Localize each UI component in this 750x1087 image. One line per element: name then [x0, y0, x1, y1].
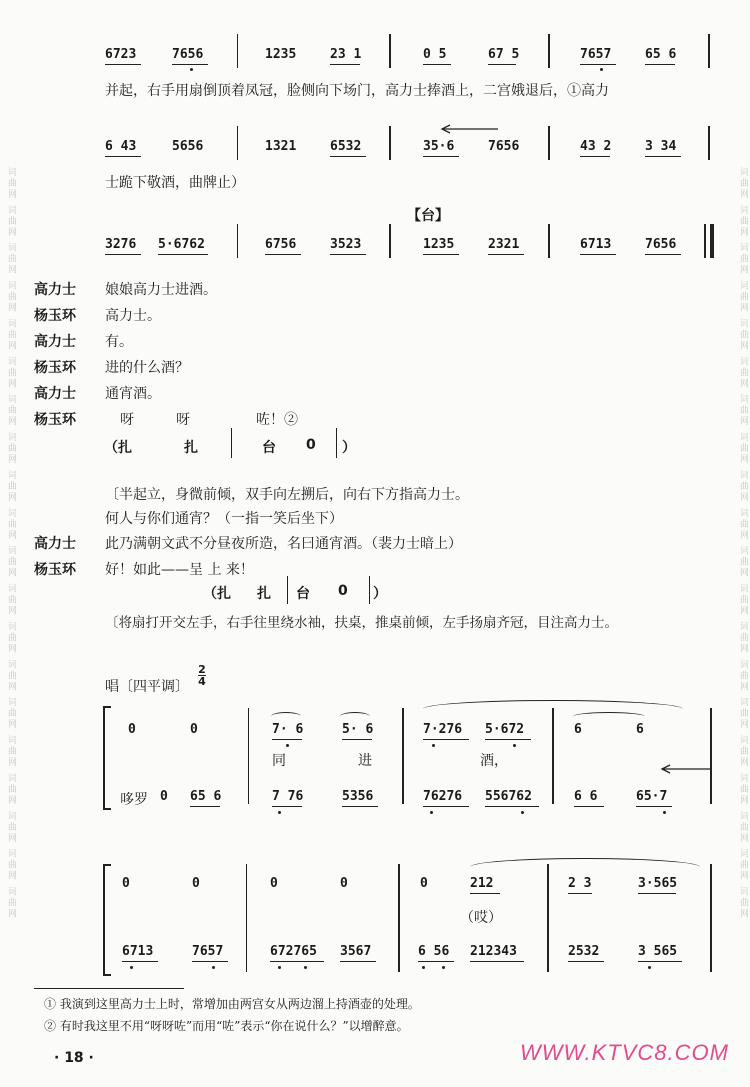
footnote: ② 有时我这里不用“呀呀咗”而用“咗”表示“你在说什么？”以增醉意。 [44, 1019, 409, 1033]
score-cell: 3 34 [645, 139, 677, 154]
dialogue-line: 通宵酒。 [105, 386, 161, 402]
speaker: 杨玉环 [34, 308, 76, 324]
underline [636, 806, 672, 807]
accomp-note: 0 [160, 789, 168, 804]
score-cell: 6723 [105, 47, 137, 62]
tie [573, 712, 645, 721]
underline [272, 806, 302, 807]
voice-note: 3·565 [638, 876, 678, 891]
score-cell: 1321 [265, 139, 297, 154]
underline [172, 64, 208, 65]
barline [237, 224, 238, 258]
speaker: 杨玉环 [34, 412, 76, 428]
barline [389, 126, 391, 160]
slur [340, 712, 370, 721]
barline [287, 576, 288, 604]
dialogue-line: 有。 [105, 334, 133, 350]
underline [105, 254, 141, 255]
low-dot [190, 68, 193, 71]
percussion: （扎 [203, 586, 231, 602]
accomp-note: 3567 [340, 944, 372, 959]
underline [488, 254, 524, 255]
percussion: 台 [262, 440, 276, 456]
score-cell: 1235 [265, 47, 297, 62]
low-dot [663, 811, 666, 814]
dialogue-line: 高力士。 [105, 308, 161, 324]
exclamation: 咗！② [256, 412, 298, 428]
underline [418, 961, 454, 962]
speaker: 杨玉环 [34, 360, 76, 376]
percussion: 扎 [257, 586, 271, 602]
score-cell: 2321 [488, 237, 520, 252]
barline [336, 428, 337, 458]
stage-direction: 〔将扇打开交左手，右手往里绕水袖，扶桌，推桌前倾，左手扬扇齐冠，目注高力士。 [105, 615, 618, 631]
slur [271, 712, 301, 721]
percussion: ） [342, 440, 356, 456]
underline [105, 156, 141, 157]
low-dot [442, 966, 445, 969]
stage-direction: 何人与你们通宵？（一指一笑后坐下） [105, 511, 343, 527]
phrase-slur [470, 858, 700, 867]
score-cell: 5·6762 [158, 237, 205, 252]
score-cell: 1235 [423, 237, 455, 252]
barline [708, 34, 710, 68]
stage-direction: 士跪下敬酒，曲牌止） [105, 175, 245, 191]
underline [105, 64, 141, 65]
underline [645, 254, 681, 255]
accomp-note: 212343 [470, 944, 517, 959]
barline [547, 864, 549, 972]
page-number: · 18 · [54, 1050, 94, 1066]
voice-note: 5· 6 [342, 722, 374, 737]
underline [122, 961, 158, 962]
score-cell: 3276 [105, 237, 137, 252]
score-cell: 3523 [330, 237, 362, 252]
low-dot [212, 966, 215, 969]
voice-note: 5·672 [485, 722, 525, 737]
score-cell: 6756 [265, 237, 297, 252]
low-dot [130, 966, 133, 969]
voice-note: 0 [192, 876, 200, 891]
left-watermark: 词曲网 词曲网 词曲网 词曲网 词曲网 词曲网 词曲网 词曲网 词曲网 词曲网 词曲网 词曲网 词曲网 词曲网 词曲网 词曲网 词曲网 词曲网 词曲网 词曲网 [6, 167, 16, 920]
underline [423, 156, 459, 157]
low-dot [422, 966, 425, 969]
low-dot [430, 811, 433, 814]
low-dot [521, 811, 524, 814]
percussion: 0 [338, 583, 348, 599]
accomp-note: 556762 [485, 789, 532, 804]
accomp-note: 3 565 [638, 944, 678, 959]
low-dot [648, 966, 651, 969]
accomp-note: 65·7 [636, 789, 668, 804]
score-cell: 67 5 [488, 47, 520, 62]
time-signature [198, 664, 206, 687]
percussion: 台 [296, 586, 310, 602]
percussion: ） [373, 586, 387, 602]
voice-note: 212 [470, 876, 494, 891]
underline [638, 961, 682, 962]
lyric-char: 进 [358, 753, 372, 769]
underline [272, 739, 302, 740]
low-dot [286, 744, 289, 747]
footnote-rule [34, 988, 184, 989]
lyric-char: 酒， [480, 753, 508, 769]
low-dot [304, 966, 307, 969]
barline [710, 708, 712, 804]
final-barline-thick [710, 224, 714, 258]
underline [470, 893, 500, 894]
underline [645, 64, 675, 65]
accomp-note: 672765 [270, 944, 317, 959]
accomp-label: 哆罗 [120, 792, 148, 808]
underline [330, 156, 366, 157]
system-bracket [103, 864, 111, 976]
underline [580, 156, 610, 157]
accomp-note: 76276 [423, 789, 463, 804]
accomp-note: 6 6 [574, 789, 598, 804]
voice-note: 0 [128, 722, 136, 737]
speaker: 杨玉环 [34, 562, 76, 578]
accomp-note: 6713 [122, 944, 154, 959]
voice-note: 0 [122, 876, 130, 891]
dialogue-line: 好！如此——呈 上 来！ [105, 562, 254, 578]
voice-note: 2 3 [568, 876, 592, 891]
voice-note: 7· 6 [272, 722, 304, 737]
underline [638, 893, 676, 894]
barline [389, 34, 391, 68]
watermark-url: WWW.KTVC8.COM [520, 1040, 729, 1065]
exclamation: 呀 [120, 412, 134, 428]
percussion: 扎 [184, 440, 198, 456]
underline [190, 806, 220, 807]
underline [342, 739, 372, 740]
underline [423, 739, 469, 740]
time-sig-den: 4 [198, 675, 206, 688]
underline [580, 64, 616, 65]
low-dot [278, 811, 281, 814]
accomp-note: 7657 [192, 944, 224, 959]
dialogue-line: 娘娘高力士进酒。 [105, 282, 217, 298]
footnote: ① 我演到这里高力士上时，常增加由两宫女从两边溜上持酒壶的处理。 [44, 997, 420, 1011]
underline [485, 806, 539, 807]
barline [402, 708, 404, 804]
underline [645, 156, 681, 157]
score-cell: 5656 [172, 139, 204, 154]
underline [265, 254, 301, 255]
underline [330, 254, 366, 255]
voice-note: 6 [636, 722, 644, 737]
underline [485, 739, 531, 740]
slide-arrow [660, 764, 714, 774]
barline [369, 576, 370, 604]
slide-arrow [440, 124, 500, 134]
underline [423, 254, 459, 255]
barline [548, 34, 550, 68]
voice-note: 7·276 [423, 722, 463, 737]
barline [237, 126, 238, 160]
dialogue-line: 进的什么酒？ [105, 360, 189, 376]
underline [340, 961, 376, 962]
lyric-char: 同 [272, 753, 286, 769]
underline [342, 806, 378, 807]
underline [568, 961, 604, 962]
voice-note: 6 [574, 722, 582, 737]
barline [237, 34, 238, 68]
dialogue-line: 此乃满朝文武不分昼夜所造，名曰通宵酒。（裴力士暗上） [105, 536, 462, 552]
exclamation: 呀 [176, 412, 190, 428]
voice-note: 0 [420, 876, 428, 891]
voice-note: 0 [340, 876, 348, 891]
speaker: 高力士 [34, 536, 76, 552]
underline [423, 806, 469, 807]
underline [192, 961, 228, 962]
score-cell: 7657 [580, 47, 612, 62]
voice-note: 0 [190, 722, 198, 737]
score-cell: 43 2 [580, 139, 612, 154]
underline [423, 64, 451, 65]
barline [548, 224, 550, 258]
accomp-note: 2532 [568, 944, 600, 959]
score-cell: 23 1 [330, 47, 362, 62]
stage-direction: 〔半起立，身微前倾，双手向左搠后，向右下方指高力士。 [105, 487, 469, 503]
low-dot [513, 744, 516, 747]
score-cell: 35·6 [423, 139, 455, 154]
low-dot [600, 68, 603, 71]
accomp-note: 6 56 [418, 944, 450, 959]
accomp-note: 65 6 [190, 789, 222, 804]
system-bracket [103, 706, 111, 810]
barline [552, 708, 554, 804]
accomp-note: 7 76 [272, 789, 304, 804]
low-dot [278, 966, 281, 969]
barline [389, 224, 391, 258]
phrase-slur [423, 700, 683, 709]
score-cell: 7656 [488, 139, 520, 154]
underline [568, 893, 592, 894]
lyric-char: （哎） [460, 910, 502, 926]
underline [580, 254, 616, 255]
barline [398, 864, 400, 972]
score-cell: 6532 [330, 139, 362, 154]
speaker: 高力士 [34, 282, 76, 298]
accomp-note: 5356 [342, 789, 374, 804]
underline [330, 64, 360, 65]
barline [248, 708, 249, 804]
speaker: 高力士 [34, 334, 76, 350]
percussion: 0 [306, 437, 316, 453]
stage-direction: 并起，右手用扇倒顶着凤冠，脸侧向下场门，高力士捧酒上，二宫娥退后，①高力 [105, 83, 609, 99]
barline [708, 126, 710, 160]
low-dot [432, 744, 435, 747]
right-watermark: 词曲网 词曲网 词曲网 词曲网 词曲网 词曲网 词曲网 词曲网 词曲网 词曲网 词曲网 词曲网 词曲网 词曲网 词曲网 词曲网 词曲网 词曲网 词曲网 词曲网 [738, 167, 748, 920]
score-cell: 7656 [645, 237, 677, 252]
score-cell: 65 6 [645, 47, 677, 62]
tai-label: 【台】 [407, 208, 449, 224]
underline [488, 64, 516, 65]
underline [470, 961, 524, 962]
speaker: 高力士 [34, 386, 76, 402]
barline [231, 428, 232, 458]
underline [270, 961, 324, 962]
underline [158, 254, 208, 255]
barline [548, 126, 550, 160]
barline [710, 864, 712, 972]
percussion: （扎 [104, 440, 132, 456]
aria-label: 唱〔四平调〕 [105, 679, 189, 695]
barline [246, 864, 247, 972]
score-cell: 7656 [172, 47, 204, 62]
time-sig-num: 2 [198, 663, 206, 676]
score-cell: 0 5 [423, 47, 447, 62]
score-cell: 6713 [580, 237, 612, 252]
score-cell: 6 43 [105, 139, 137, 154]
final-barline [704, 224, 706, 258]
voice-note: 0 [270, 876, 278, 891]
underline [574, 806, 604, 807]
